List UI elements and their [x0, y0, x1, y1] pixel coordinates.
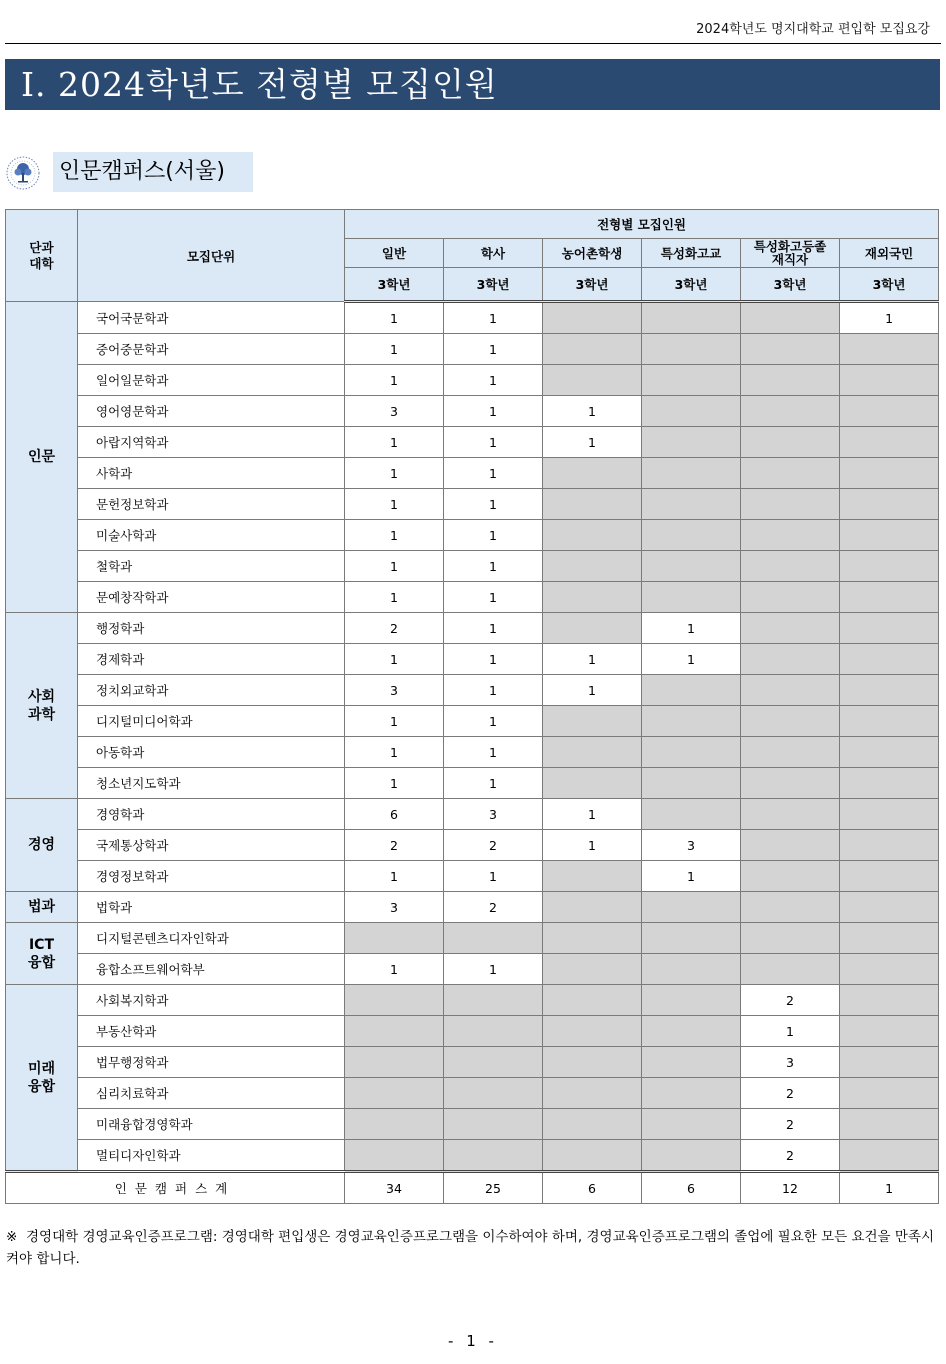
not-applicable-cell — [840, 1047, 939, 1078]
unit-cell: 문예창작학과 — [78, 582, 345, 613]
table-row — [6, 613, 939, 644]
not-applicable-cell — [741, 799, 840, 830]
quota-cell: 1 — [345, 334, 444, 365]
not-applicable-cell — [642, 954, 741, 985]
not-applicable-cell — [642, 365, 741, 396]
quota-cell: 1 — [444, 334, 543, 365]
quota-cell: 1 — [444, 458, 543, 489]
quota-cell: 1 — [543, 427, 642, 458]
quota-cell: 1 — [642, 861, 741, 892]
not-applicable-cell — [642, 675, 741, 706]
not-applicable-cell — [345, 1140, 444, 1172]
not-applicable-cell — [543, 334, 642, 365]
unit-cell: 멀티디자인학과 — [78, 1140, 345, 1172]
not-applicable-cell — [840, 427, 939, 458]
unit-cell: 심리치료학과 — [78, 1078, 345, 1109]
quota-cell: 1 — [345, 427, 444, 458]
unit-cell: 문헌정보학과 — [78, 489, 345, 520]
table-row — [6, 489, 939, 520]
quota-cell: 1 — [345, 551, 444, 582]
unit-cell: 사학과 — [78, 458, 345, 489]
quota-cell: 3 — [345, 396, 444, 427]
quota-cell: 2 — [741, 1078, 840, 1109]
quota-cell: 1 — [345, 489, 444, 520]
quota-cell: 1 — [444, 675, 543, 706]
not-applicable-cell — [741, 675, 840, 706]
not-applicable-cell — [444, 1109, 543, 1140]
not-applicable-cell — [543, 613, 642, 644]
not-applicable-cell — [840, 1016, 939, 1047]
header-rule — [5, 43, 941, 44]
quota-cell: 1 — [345, 458, 444, 489]
quota-cell: 2 — [345, 830, 444, 861]
not-applicable-cell — [642, 1078, 741, 1109]
not-applicable-cell — [741, 334, 840, 365]
not-applicable-cell — [642, 985, 741, 1016]
not-applicable-cell — [840, 675, 939, 706]
not-applicable-cell — [741, 768, 840, 799]
quota-cell: 1 — [444, 551, 543, 582]
not-applicable-cell — [642, 427, 741, 458]
not-applicable-cell — [840, 923, 939, 954]
not-applicable-cell — [741, 427, 840, 458]
total-cell: 6 — [543, 1172, 642, 1204]
header-type: 특성화고등졸 재직자 — [741, 239, 840, 268]
table-row — [6, 923, 939, 954]
table-row — [6, 334, 939, 365]
not-applicable-cell — [543, 458, 642, 489]
not-applicable-cell — [741, 613, 840, 644]
not-applicable-cell — [840, 396, 939, 427]
not-applicable-cell — [543, 582, 642, 613]
not-applicable-cell — [543, 302, 642, 334]
college-cell: 인문 — [6, 302, 78, 613]
not-applicable-cell — [543, 768, 642, 799]
not-applicable-cell — [840, 799, 939, 830]
not-applicable-cell — [741, 458, 840, 489]
not-applicable-cell — [840, 644, 939, 675]
total-label: 인문캠퍼스계 — [6, 1172, 345, 1204]
not-applicable-cell — [741, 365, 840, 396]
not-applicable-cell — [543, 365, 642, 396]
unit-cell: 아랍지역학과 — [78, 427, 345, 458]
not-applicable-cell — [642, 1109, 741, 1140]
not-applicable-cell — [642, 1047, 741, 1078]
table-row — [6, 892, 939, 923]
table-row — [6, 365, 939, 396]
not-applicable-cell — [543, 861, 642, 892]
not-applicable-cell — [642, 489, 741, 520]
quota-cell: 1 — [444, 520, 543, 551]
not-applicable-cell — [543, 892, 642, 923]
not-applicable-cell — [642, 1016, 741, 1047]
table-row — [6, 830, 939, 861]
table-row — [6, 551, 939, 582]
table-row — [6, 396, 939, 427]
header-year: 3학년 — [840, 268, 939, 302]
unit-cell: 법무행정학과 — [78, 1047, 345, 1078]
quota-cell: 1 — [345, 302, 444, 334]
not-applicable-cell — [840, 1109, 939, 1140]
quota-cell: 1 — [345, 644, 444, 675]
not-applicable-cell — [642, 768, 741, 799]
unit-cell: 정치외교학과 — [78, 675, 345, 706]
total-cell: 12 — [741, 1172, 840, 1204]
not-applicable-cell — [741, 644, 840, 675]
header-type: 농어촌학생 — [543, 239, 642, 268]
quota-cell: 2 — [345, 613, 444, 644]
unit-cell: 행정학과 — [78, 613, 345, 644]
not-applicable-cell — [840, 737, 939, 768]
quota-cell: 2 — [741, 1140, 840, 1172]
quota-cell: 1 — [444, 737, 543, 768]
total-cell: 34 — [345, 1172, 444, 1204]
campus-name: 인문캠퍼스(서울) — [53, 152, 253, 192]
not-applicable-cell — [345, 1016, 444, 1047]
header-type: 일반 — [345, 239, 444, 268]
quota-cell: 1 — [345, 954, 444, 985]
header-group: 전형별 모집인원 — [345, 210, 939, 239]
not-applicable-cell — [543, 706, 642, 737]
quota-cell: 1 — [642, 644, 741, 675]
not-applicable-cell — [444, 923, 543, 954]
quota-cell: 1 — [345, 737, 444, 768]
header-type: 학사 — [444, 239, 543, 268]
unit-cell: 융합소프트웨어학부 — [78, 954, 345, 985]
quota-cell: 1 — [840, 302, 939, 334]
not-applicable-cell — [642, 799, 741, 830]
quota-cell: 1 — [543, 830, 642, 861]
not-applicable-cell — [543, 520, 642, 551]
header-year: 3학년 — [642, 268, 741, 302]
table-row — [6, 1140, 939, 1172]
header-college: 단과 대학 — [6, 210, 78, 302]
table-row — [6, 737, 939, 768]
unit-cell: 미래융합경영학과 — [78, 1109, 345, 1140]
unit-cell: 철학과 — [78, 551, 345, 582]
not-applicable-cell — [642, 551, 741, 582]
not-applicable-cell — [840, 365, 939, 396]
quota-cell: 1 — [444, 427, 543, 458]
not-applicable-cell — [840, 334, 939, 365]
not-applicable-cell — [840, 520, 939, 551]
table-row — [6, 458, 939, 489]
quota-cell: 1 — [444, 954, 543, 985]
not-applicable-cell — [642, 582, 741, 613]
not-applicable-cell — [741, 551, 840, 582]
quota-cell: 2 — [741, 1109, 840, 1140]
table-row — [6, 520, 939, 551]
unit-cell: 디지털미디어학과 — [78, 706, 345, 737]
section-title: Ⅰ. 2024학년도 전형별 모집인원 — [5, 59, 940, 110]
table-row — [6, 1016, 939, 1047]
quota-table — [5, 209, 939, 1204]
table-row — [6, 427, 939, 458]
not-applicable-cell — [741, 830, 840, 861]
header-type: 특성화고교 — [642, 239, 741, 268]
quota-cell: 1 — [444, 861, 543, 892]
quota-cell: 3 — [642, 830, 741, 861]
table-row — [6, 706, 939, 737]
quota-cell: 1 — [444, 582, 543, 613]
total-cell: 25 — [444, 1172, 543, 1204]
running-header: 2024학년도 명지대학교 편입학 모집요강 — [696, 22, 930, 37]
total-row — [6, 1172, 939, 1204]
not-applicable-cell — [741, 954, 840, 985]
not-applicable-cell — [741, 737, 840, 768]
quota-cell: 6 — [345, 799, 444, 830]
table-row — [6, 799, 939, 830]
not-applicable-cell — [543, 551, 642, 582]
unit-cell: 미술사학과 — [78, 520, 345, 551]
not-applicable-cell — [741, 706, 840, 737]
quota-cell: 2 — [444, 830, 543, 861]
quota-cell: 1 — [444, 302, 543, 334]
unit-cell: 법학과 — [78, 892, 345, 923]
quota-cell: 1 — [345, 768, 444, 799]
page-number: - 1 - — [448, 1332, 498, 1350]
footnote — [6, 1226, 934, 1270]
not-applicable-cell — [741, 520, 840, 551]
table-row — [6, 861, 939, 892]
table-row — [6, 675, 939, 706]
college-cell: 사회 과학 — [6, 613, 78, 799]
university-emblem-icon — [6, 156, 40, 190]
not-applicable-cell — [642, 706, 741, 737]
quota-cell: 1 — [345, 706, 444, 737]
quota-cell: 1 — [444, 613, 543, 644]
not-applicable-cell — [840, 582, 939, 613]
table-row — [6, 302, 939, 334]
not-applicable-cell — [741, 923, 840, 954]
not-applicable-cell — [543, 1140, 642, 1172]
not-applicable-cell — [444, 1140, 543, 1172]
not-applicable-cell — [642, 396, 741, 427]
header-year: 3학년 — [345, 268, 444, 302]
not-applicable-cell — [840, 706, 939, 737]
not-applicable-cell — [543, 1078, 642, 1109]
quota-cell: 3 — [345, 892, 444, 923]
not-applicable-cell — [543, 1016, 642, 1047]
not-applicable-cell — [543, 923, 642, 954]
quota-cell: 2 — [741, 985, 840, 1016]
quota-cell: 1 — [543, 644, 642, 675]
not-applicable-cell — [345, 1109, 444, 1140]
quota-cell: 1 — [741, 1016, 840, 1047]
not-applicable-cell — [642, 892, 741, 923]
not-applicable-cell — [741, 396, 840, 427]
not-applicable-cell — [444, 1078, 543, 1109]
not-applicable-cell — [642, 334, 741, 365]
college-cell: 법과 — [6, 892, 78, 923]
not-applicable-cell — [543, 737, 642, 768]
total-cell: 1 — [840, 1172, 939, 1204]
quota-cell: 1 — [543, 396, 642, 427]
not-applicable-cell — [642, 1140, 741, 1172]
not-applicable-cell — [840, 458, 939, 489]
not-applicable-cell — [840, 954, 939, 985]
unit-cell: 부동산학과 — [78, 1016, 345, 1047]
college-cell: 미래 융합 — [6, 985, 78, 1172]
unit-cell: 디지털콘텐츠디자인학과 — [78, 923, 345, 954]
quota-cell: 2 — [444, 892, 543, 923]
not-applicable-cell — [543, 985, 642, 1016]
quota-cell: 1 — [345, 365, 444, 396]
header-unit: 모집단위 — [78, 210, 345, 302]
not-applicable-cell — [840, 985, 939, 1016]
quota-cell: 1 — [543, 799, 642, 830]
not-applicable-cell — [840, 1078, 939, 1109]
not-applicable-cell — [345, 1078, 444, 1109]
not-applicable-cell — [741, 861, 840, 892]
quota-cell: 3 — [345, 675, 444, 706]
college-cell: 경영 — [6, 799, 78, 892]
unit-cell: 청소년지도학과 — [78, 768, 345, 799]
not-applicable-cell — [840, 830, 939, 861]
header-year: 3학년 — [543, 268, 642, 302]
quota-cell: 3 — [444, 799, 543, 830]
quota-cell: 3 — [741, 1047, 840, 1078]
not-applicable-cell — [345, 1047, 444, 1078]
unit-cell: 중어중문학과 — [78, 334, 345, 365]
not-applicable-cell — [840, 613, 939, 644]
not-applicable-cell — [840, 551, 939, 582]
not-applicable-cell — [345, 923, 444, 954]
table-row — [6, 985, 939, 1016]
not-applicable-cell — [840, 768, 939, 799]
unit-cell: 경제학과 — [78, 644, 345, 675]
not-applicable-cell — [543, 954, 642, 985]
not-applicable-cell — [840, 861, 939, 892]
not-applicable-cell — [741, 302, 840, 334]
not-applicable-cell — [543, 1109, 642, 1140]
note-text: 경영대학 경영교육인증프로그램: 경영대학 편입생은 경영교육인증프로그램을 이수하여야 하며, 경영교육인증프로그램의 졸업에 필요한 모든 요건을 만족시켜야 합니다. — [6, 1229, 934, 1267]
note-mark: ※ — [6, 1229, 18, 1245]
unit-cell: 국어국문학과 — [78, 302, 345, 334]
quota-cell: 1 — [444, 644, 543, 675]
not-applicable-cell — [444, 1047, 543, 1078]
quota-cell: 1 — [444, 706, 543, 737]
not-applicable-cell — [642, 458, 741, 489]
not-applicable-cell — [345, 985, 444, 1016]
not-applicable-cell — [642, 302, 741, 334]
header-type: 재외국민 — [840, 239, 939, 268]
not-applicable-cell — [543, 489, 642, 520]
table-row — [6, 1078, 939, 1109]
not-applicable-cell — [642, 923, 741, 954]
not-applicable-cell — [741, 892, 840, 923]
unit-cell: 사회복지학과 — [78, 985, 345, 1016]
not-applicable-cell — [642, 737, 741, 768]
not-applicable-cell — [444, 985, 543, 1016]
unit-cell: 경영학과 — [78, 799, 345, 830]
not-applicable-cell — [840, 1140, 939, 1172]
quota-cell: 1 — [444, 768, 543, 799]
unit-cell: 일어일문학과 — [78, 365, 345, 396]
table-row — [6, 1047, 939, 1078]
quota-cell: 1 — [345, 861, 444, 892]
college-cell: ICT 융합 — [6, 923, 78, 985]
total-cell: 6 — [642, 1172, 741, 1204]
quota-cell: 1 — [345, 520, 444, 551]
table-row — [6, 1109, 939, 1140]
quota-cell: 1 — [543, 675, 642, 706]
table-row — [6, 954, 939, 985]
not-applicable-cell — [642, 520, 741, 551]
header-year: 3학년 — [444, 268, 543, 302]
quota-cell: 1 — [444, 396, 543, 427]
quota-cell: 1 — [642, 613, 741, 644]
unit-cell: 국제통상학과 — [78, 830, 345, 861]
quota-cell: 1 — [444, 365, 543, 396]
header-year: 3학년 — [741, 268, 840, 302]
unit-cell: 아동학과 — [78, 737, 345, 768]
not-applicable-cell — [444, 1016, 543, 1047]
table-row — [6, 768, 939, 799]
not-applicable-cell — [543, 1047, 642, 1078]
not-applicable-cell — [741, 489, 840, 520]
not-applicable-cell — [840, 892, 939, 923]
table-row — [6, 582, 939, 613]
not-applicable-cell — [741, 582, 840, 613]
not-applicable-cell — [840, 489, 939, 520]
quota-cell: 1 — [444, 489, 543, 520]
table-row — [6, 644, 939, 675]
quota-cell: 1 — [345, 582, 444, 613]
unit-cell: 영어영문학과 — [78, 396, 345, 427]
unit-cell: 경영정보학과 — [78, 861, 345, 892]
